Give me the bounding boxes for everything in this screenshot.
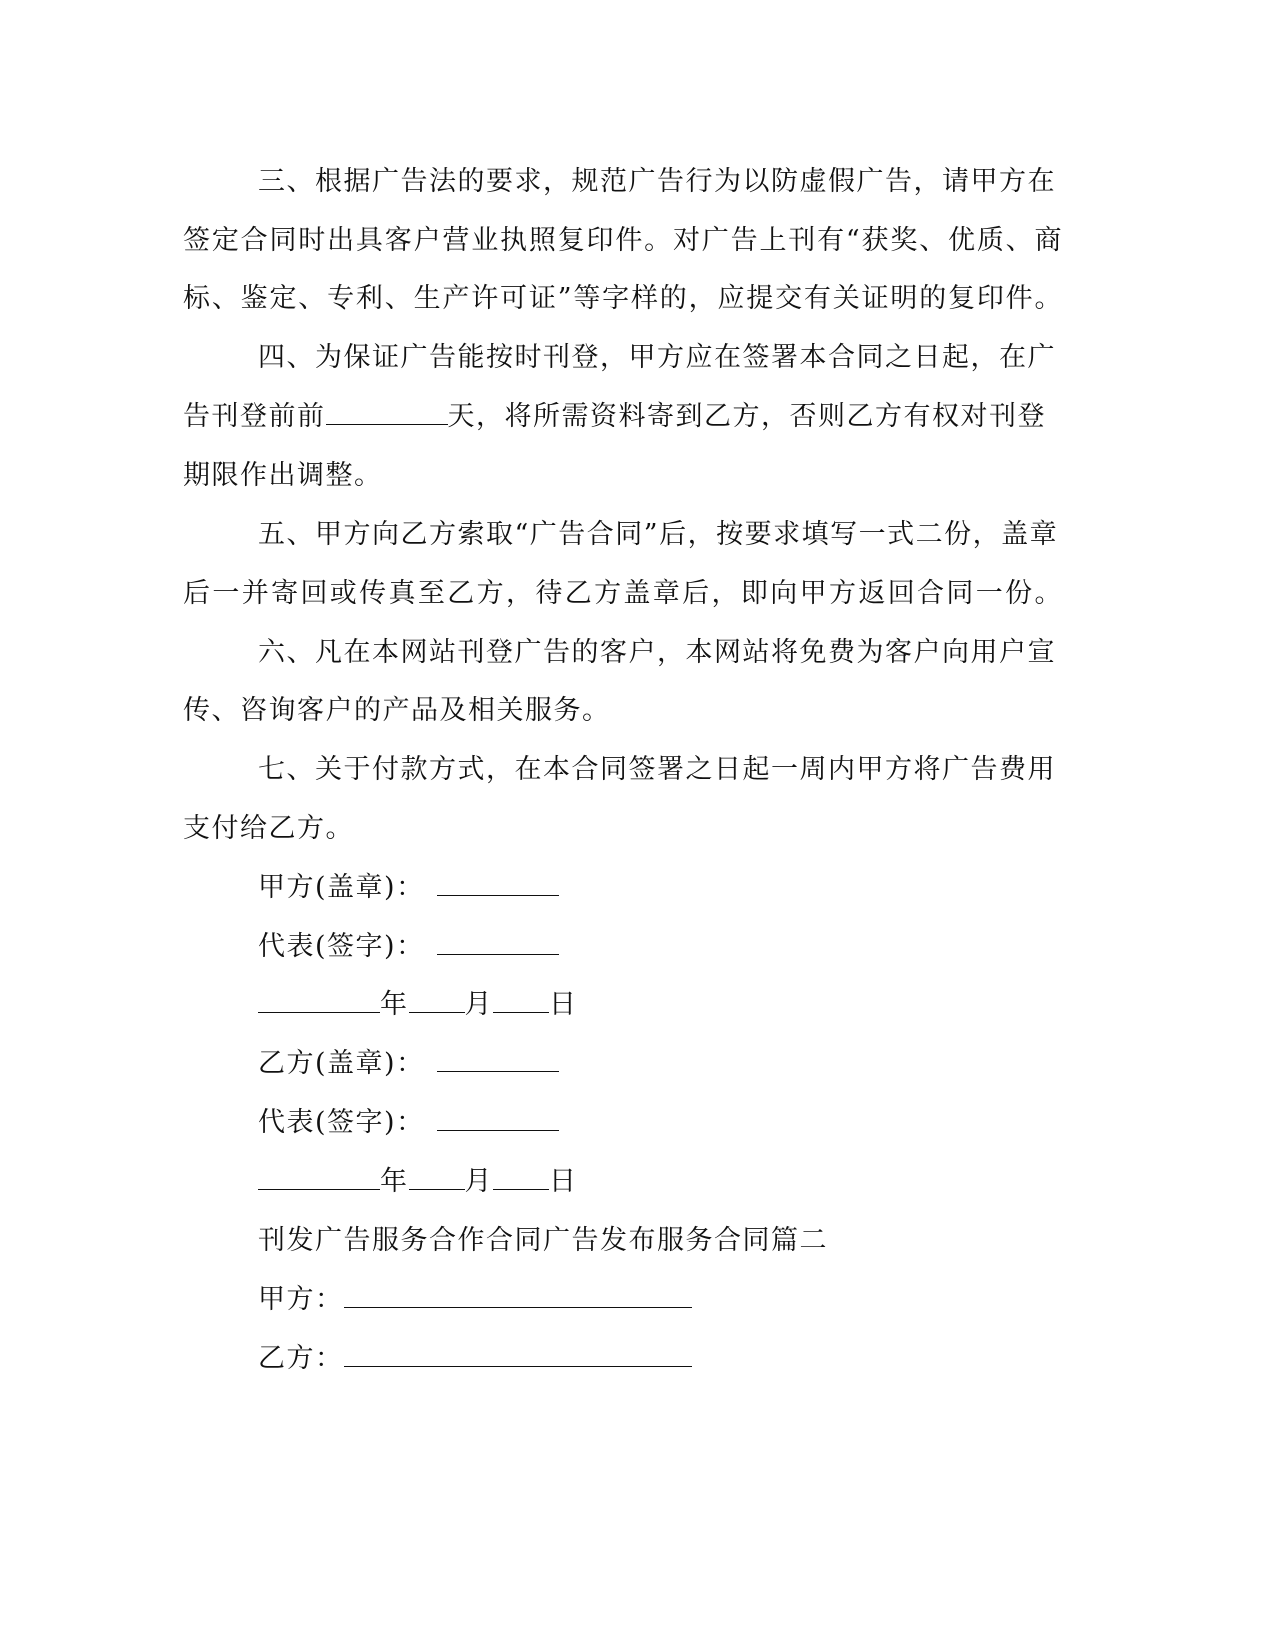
section-2-title: 刊发广告服务合作合同广告发布服务合同篇二 [258, 1225, 828, 1256]
party-a-rep-line [258, 927, 1138, 967]
clause-4-line-2-after: 天，将所需资料寄到乙方，否则乙方有权对刊登 [447, 401, 1046, 432]
section-2-party-b-label: 乙方： [258, 1343, 344, 1374]
clause-3-line-3: 标、鉴定、专利、生产许可证”等字样的，应提交有关证明的复印件。 [183, 283, 1063, 314]
day-label: 日 [549, 1166, 578, 1197]
party-a-rep-blank [437, 928, 559, 955]
party-a-day-blank [493, 986, 549, 1013]
party-a-seal-blank [437, 869, 559, 896]
party-a-seal-label: 甲方(盖章)： [258, 872, 425, 903]
party-a-date-line [258, 985, 1138, 1025]
section-2-party-b-blank [344, 1340, 692, 1367]
clause-3-line-2: 签定合同时出具客户营业执照复印件。对广告上刊有“获奖、优质、商 [183, 225, 1063, 256]
section-2-party-b-line [258, 1339, 1138, 1379]
party-b-seal-line [258, 1044, 1138, 1084]
day-label: 日 [549, 989, 578, 1020]
clause-4-line-1: 四、为保证广告能按时刊登，甲方应在签署本合同之日起，在广 [258, 342, 1056, 373]
party-b-year-blank [258, 1163, 380, 1190]
month-label: 月 [464, 989, 493, 1020]
party-a-seal-line [258, 868, 1138, 908]
clause-6-line-1: 六、凡在本网站刊登广告的客户，本网站将免费为客户向用户宣 [258, 637, 1056, 668]
clause-5-line-1: 五、甲方向乙方索取“广告合同”后，按要求填写一式二份，盖章 [258, 519, 1059, 550]
party-b-day-blank [493, 1163, 549, 1190]
days-blank [326, 398, 448, 425]
party-a-month-blank [409, 986, 465, 1013]
section-2-party-a-blank [344, 1281, 692, 1308]
party-a-year-blank [258, 986, 380, 1013]
clause-3-line-1: 三、根据广告法的要求，规范广告行为以防虚假广告，请甲方在 [258, 166, 1056, 197]
clause-4-line-2-before: 告刊登前前 [183, 401, 326, 432]
year-label: 年 [380, 1166, 409, 1197]
party-b-month-blank [409, 1163, 465, 1190]
clause-4-line-2 [183, 397, 1063, 437]
clause-5-line-2: 后一并寄回或传真至乙方，待乙方盖章后，即向甲方返回合同一份。 [183, 578, 1063, 609]
clause-4-line-3: 期限作出调整。 [183, 460, 383, 491]
party-b-rep-blank [437, 1104, 559, 1131]
party-b-rep-label: 代表(签字)： [258, 1107, 425, 1138]
party-a-rep-label: 代表(签字)： [258, 931, 425, 962]
section-2-party-a-label: 甲方： [258, 1284, 344, 1315]
party-b-seal-label: 乙方(盖章)： [258, 1048, 425, 1079]
party-b-seal-blank [437, 1045, 559, 1072]
party-b-rep-line [258, 1103, 1138, 1143]
party-b-date-line [258, 1162, 1138, 1202]
clause-6-line-2: 传、咨询客户的产品及相关服务。 [183, 695, 611, 726]
year-label: 年 [380, 989, 409, 1020]
clause-7-line-1: 七、关于付款方式，在本合同签署之日起一周内甲方将广告费用 [258, 754, 1056, 785]
month-label: 月 [464, 1166, 493, 1197]
clause-7-line-2: 支付给乙方。 [183, 813, 354, 844]
section-2-party-a-line [258, 1280, 1138, 1320]
